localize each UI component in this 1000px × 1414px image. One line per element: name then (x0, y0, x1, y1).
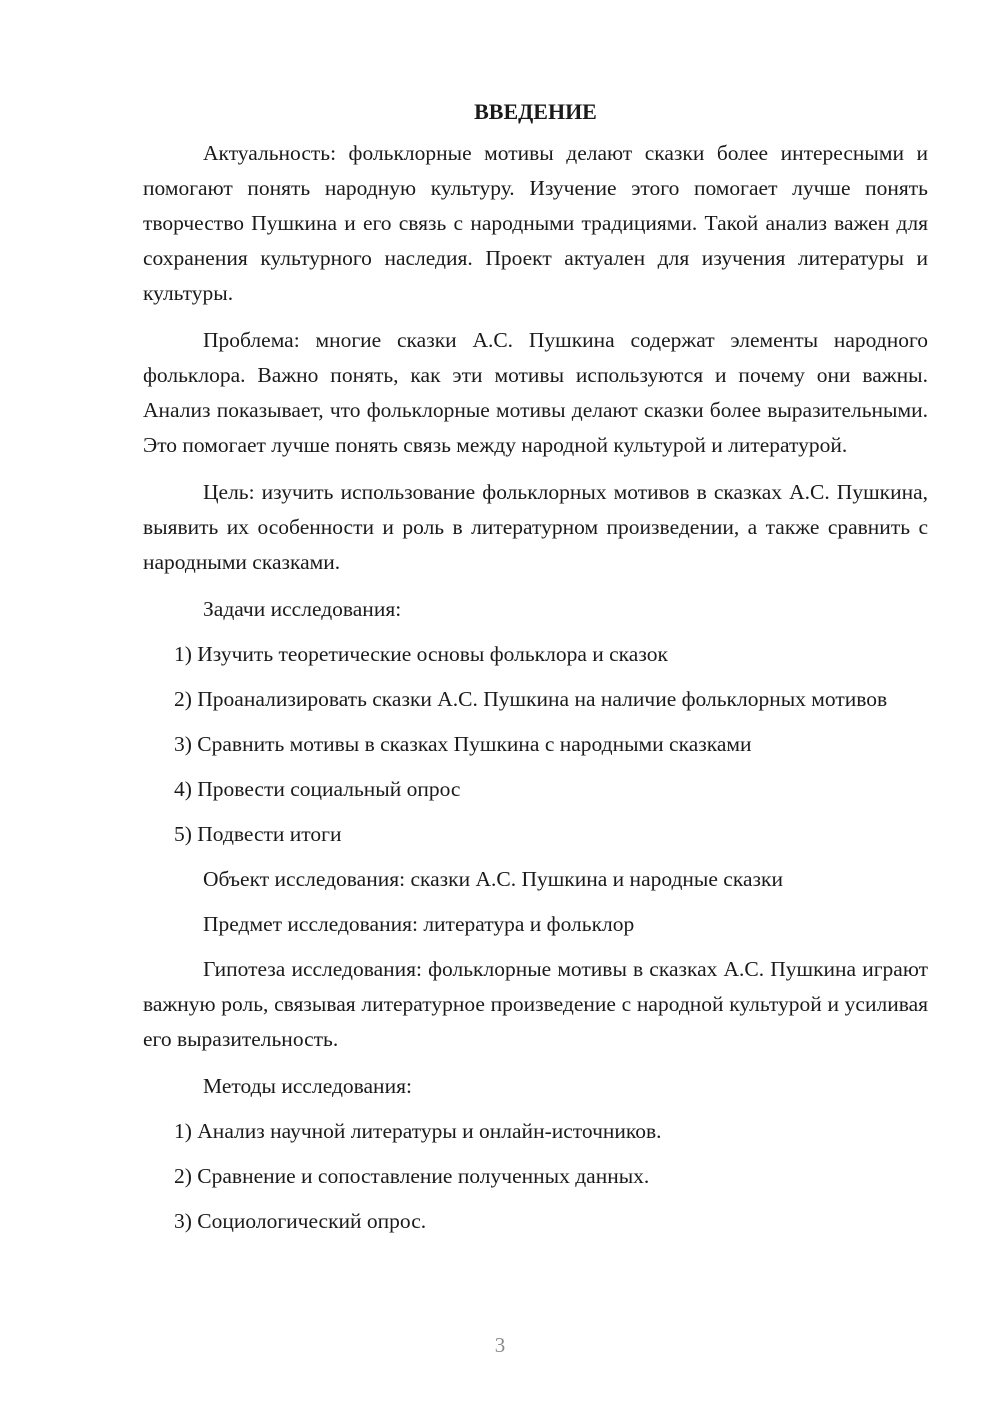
page-number: 3 (494, 1333, 506, 1357)
hypothesis-paragraph: Гипотеза исследования: фольклорные мотивы в сказках А.С. Пушкина играют важную роль, связывая литературное произведение с народной культурой и усиливая его выразительность. (143, 957, 928, 1051)
problem-paragraph: Проблема: многие сказки А.С. Пушкина содержат элементы народного фольклора. Важно понять, как эти мотивы используются и почему они важны. Анализ показывает, что фольклорные мотивы делают сказки более выразительными. Это помогает лучше понять связь между народной культурой и литературой. (143, 328, 928, 457)
tasks-list (143, 637, 928, 852)
page-title: ВВЕДЕНИЕ (474, 99, 597, 124)
list-item: 2) Проанализировать сказки А.С. Пушкина на наличие фольклорных мотивов (174, 687, 888, 711)
methods-list (143, 1114, 928, 1239)
list-item: 1) Изучить теоретические основы фольклора и сказок (174, 642, 668, 666)
list-item: 1) Анализ научной литературы и онлайн-источников. (174, 1119, 662, 1143)
subject-paragraph: Предмет исследования: литература и фольклор (203, 912, 635, 936)
tasks-heading: Задачи исследования: (203, 597, 402, 621)
list-item: 5) Подвести итоги (174, 822, 342, 846)
goal-paragraph: Цель: изучить использование фольклорных мотивов в сказках А.С. Пушкина, выявить их особенности и роль в литературном произведении, а также сравнить с народными сказками. (143, 480, 928, 574)
document-page (143, 96, 928, 1249)
list-item: 3) Социологический опрос. (174, 1209, 427, 1233)
relevance-paragraph: Актуальность: фольклорные мотивы делают сказки более интересными и помогают понять народную культуру. Изучение этого помогает лучше понять творчество Пушкина и его связь с народными традициями. Такой анализ важен для сохранения культурного наследия. Проект актуален для изучения литературы и культуры. (143, 141, 928, 305)
methods-heading: Методы исследования: (203, 1074, 412, 1098)
list-item: 3) Сравнить мотивы в сказках Пушкина с народными сказками (174, 732, 752, 756)
list-item: 4) Провести социальный опрос (174, 777, 461, 801)
list-item: 2) Сравнение и сопоставление полученных данных. (174, 1164, 650, 1188)
object-paragraph: Объект исследования: сказки А.С. Пушкина и народные сказки (203, 867, 783, 891)
